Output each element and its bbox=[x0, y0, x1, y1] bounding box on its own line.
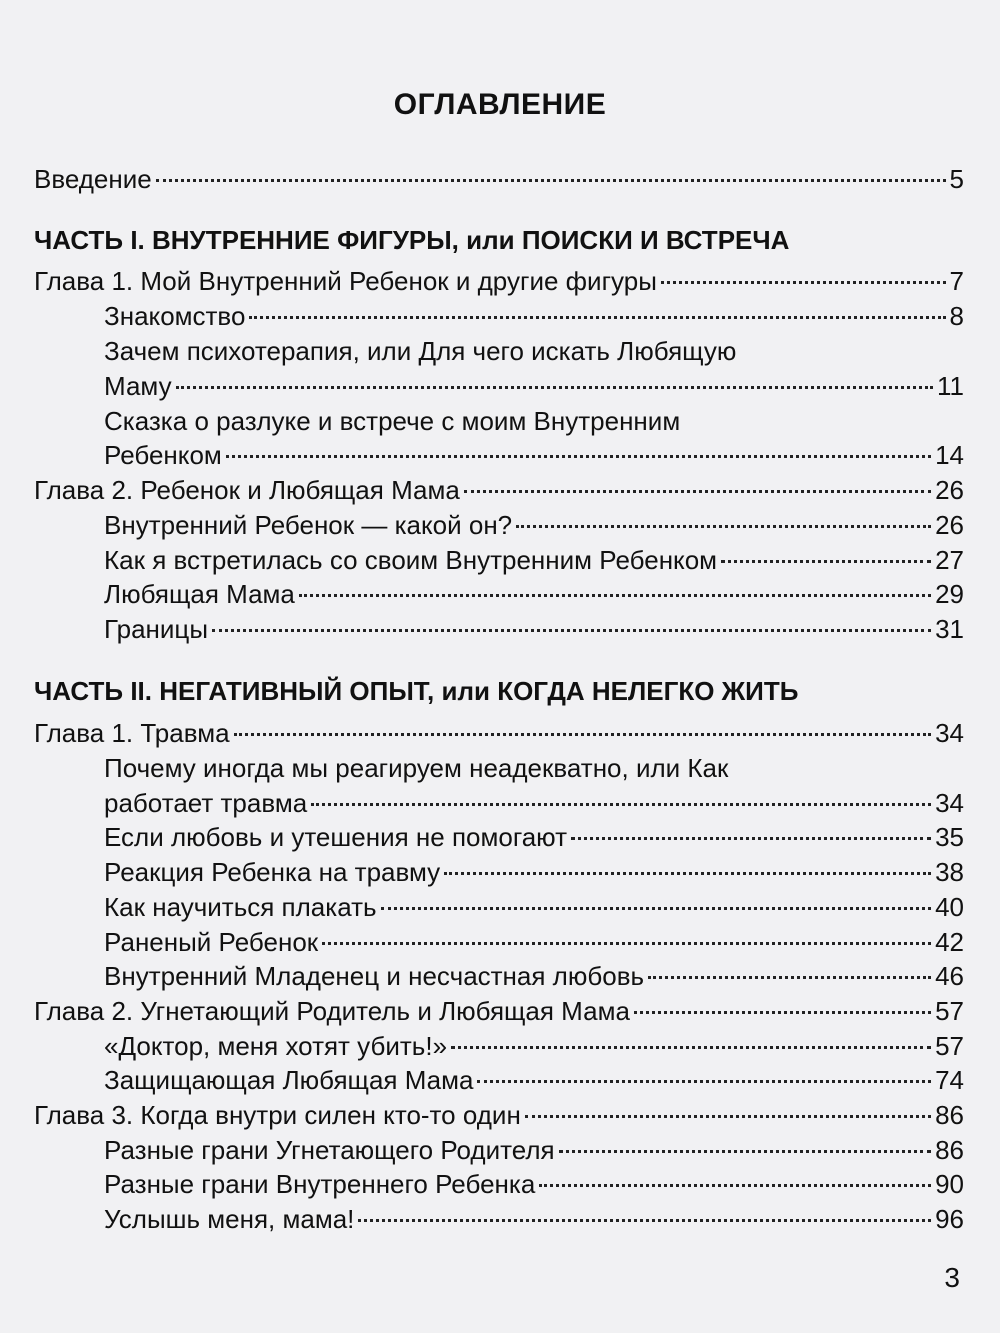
toc-entry-part2-ch1-s1-line1: Почему иногда мы реагируем неадекватно, или Как bbox=[104, 753, 729, 783]
toc-entry-part1-ch2-s3[interactable] bbox=[104, 577, 964, 611]
toc-entry-intro[interactable] bbox=[34, 162, 964, 196]
leader-dots bbox=[212, 629, 931, 632]
entry-label: Глава 2. Ребенок и Любящая Мама bbox=[34, 475, 460, 505]
toc-entry-part2-ch2-s1[interactable] bbox=[104, 1029, 964, 1063]
leader-dots bbox=[516, 525, 931, 528]
entry-label: Знакомство bbox=[104, 301, 246, 331]
entry-page: 86 bbox=[935, 1100, 964, 1130]
part-1-heading: ЧАСТЬ I. ВНУТРЕННИЕ ФИГУРЫ, или ПОИСКИ И ВСТРЕЧА bbox=[34, 225, 790, 255]
entry-label: Как я встретилась со своим Внутренним Ребенком bbox=[104, 545, 718, 575]
leader-dots bbox=[559, 1150, 932, 1153]
entry-page: 57 bbox=[935, 1031, 964, 1061]
entry-label: Внутренний Ребенок — какой он? bbox=[104, 510, 513, 540]
toc-entry-part1-ch1-s2[interactable] bbox=[104, 369, 964, 403]
toc-entry-part2-ch3-s1[interactable] bbox=[104, 1133, 964, 1167]
toc-entry-part2-ch1-s4[interactable] bbox=[104, 890, 964, 924]
toc-entry-part2-ch1-s5[interactable] bbox=[104, 925, 964, 959]
entry-page: 96 bbox=[935, 1204, 964, 1234]
entry-label: Любящая Мама bbox=[104, 579, 295, 609]
toc-entry-part1-ch1-s3-line1: Сказка о разлуке и встрече с моим Внутренним bbox=[104, 406, 681, 436]
entry-page: 31 bbox=[935, 614, 964, 644]
entry-label: Защищающая Любящая Мама bbox=[104, 1065, 474, 1095]
toc-entry-part2-ch3[interactable] bbox=[34, 1098, 964, 1132]
entry-page: 14 bbox=[935, 440, 964, 470]
entry-label: Глава 2. Угнетающий Родитель и Любящая Мама bbox=[34, 996, 630, 1026]
leader-dots bbox=[477, 1080, 931, 1083]
toc-entry-part2-ch2-s2[interactable] bbox=[104, 1063, 964, 1097]
entry-label: Раненый Ребенок bbox=[104, 927, 319, 957]
entry-label: Внутренний Младенец и несчастная любовь bbox=[104, 961, 645, 991]
entry-label: Если любовь и утешения не помогают bbox=[104, 822, 568, 852]
toc-entry-part2-ch1-s2[interactable] bbox=[104, 820, 964, 854]
entry-page: 46 bbox=[935, 961, 964, 991]
leader-dots bbox=[464, 490, 931, 493]
toc-entry-part2-ch2[interactable] bbox=[34, 994, 964, 1028]
entry-page: 42 bbox=[935, 927, 964, 957]
entry-page: 40 bbox=[935, 892, 964, 922]
leader-dots bbox=[444, 872, 931, 875]
entry-label: Разные грани Угнетающего Родителя bbox=[104, 1135, 555, 1165]
entry-page: 35 bbox=[935, 822, 964, 852]
part-2-heading: ЧАСТЬ II. НЕГАТИВНЫЙ ОПЫТ, или КОГДА НЕЛЕГКО ЖИТЬ bbox=[34, 676, 799, 706]
leader-dots bbox=[311, 803, 931, 806]
page-number: 3 bbox=[944, 1262, 960, 1293]
entry-page: 11 bbox=[937, 371, 964, 401]
toc-entry-part2-ch1-s1[interactable] bbox=[104, 786, 964, 820]
entry-page: 27 bbox=[935, 545, 964, 575]
entry-label: Разные грани Внутреннего Ребенка bbox=[104, 1169, 536, 1199]
leader-dots bbox=[322, 942, 931, 945]
entry-page: 26 bbox=[935, 475, 964, 505]
leader-dots bbox=[525, 1115, 931, 1118]
leader-dots bbox=[661, 281, 946, 284]
entry-page: 86 bbox=[935, 1135, 964, 1165]
entry-page: 8 bbox=[949, 301, 964, 331]
entry-page: 26 bbox=[935, 510, 964, 540]
toc-entry-part1-ch1-s2-line1: Зачем психотерапия, или Для чего искать Любящую bbox=[104, 336, 737, 366]
entry-page: 7 bbox=[949, 266, 964, 296]
entry-page: 29 bbox=[935, 579, 964, 609]
entry-label: «Доктор, меня хотят убить!» bbox=[104, 1031, 448, 1061]
leader-dots bbox=[156, 179, 946, 182]
leader-dots bbox=[721, 560, 931, 563]
leader-dots bbox=[249, 316, 945, 319]
entry-page: 5 bbox=[949, 164, 964, 194]
entry-page: 57 bbox=[935, 996, 964, 1026]
entry-page: 74 bbox=[935, 1065, 964, 1095]
leader-dots bbox=[226, 455, 931, 458]
leader-dots bbox=[381, 907, 932, 910]
entry-label: работает травма bbox=[104, 788, 308, 818]
entry-label: Как научиться плакать bbox=[104, 892, 377, 922]
leader-dots bbox=[358, 1219, 931, 1222]
entry-label: Границы bbox=[104, 614, 208, 644]
toc-entry-part1-ch2[interactable] bbox=[34, 473, 964, 507]
toc-entry-part1-ch1-s1[interactable] bbox=[104, 299, 964, 333]
leader-dots bbox=[648, 976, 931, 979]
entry-page: 90 bbox=[935, 1169, 964, 1199]
leader-dots bbox=[451, 1046, 931, 1049]
leader-dots bbox=[234, 733, 932, 736]
toc-entry-part1-ch2-s1[interactable] bbox=[104, 508, 964, 542]
toc-entry-part1-ch1[interactable] bbox=[34, 264, 964, 298]
entry-label: Услышь меня, мама! bbox=[104, 1204, 355, 1234]
entry-label: Введение bbox=[34, 164, 152, 194]
toc-entry-part2-ch3-s3[interactable] bbox=[104, 1202, 964, 1236]
entry-label: Глава 1. Мой Внутренний Ребенок и другие фигуры bbox=[34, 266, 657, 296]
entry-label: Ребенком bbox=[104, 440, 222, 470]
entry-label: Глава 3. Когда внутри силен кто-то один bbox=[34, 1100, 521, 1130]
entry-label: Маму bbox=[104, 371, 172, 401]
toc-entry-part1-ch2-s4[interactable] bbox=[104, 612, 964, 646]
entry-label: Глава 1. Травма bbox=[34, 718, 230, 748]
toc-entry-part2-ch3-s2[interactable] bbox=[104, 1167, 964, 1201]
toc-entry-part1-ch1-s3[interactable] bbox=[104, 438, 964, 472]
entry-page: 38 bbox=[935, 857, 964, 887]
leader-dots bbox=[571, 837, 931, 840]
entry-label: Реакция Ребенка на травму bbox=[104, 857, 441, 887]
toc-entry-part1-ch2-s2[interactable] bbox=[104, 543, 964, 577]
leader-dots bbox=[539, 1184, 931, 1187]
entry-page: 34 bbox=[935, 718, 964, 748]
toc-title: ОГЛАВЛЕНИЕ bbox=[393, 88, 607, 121]
leader-dots bbox=[299, 594, 931, 597]
toc-entry-part2-ch1-s3[interactable] bbox=[104, 855, 964, 889]
toc-entry-part2-ch1[interactable] bbox=[34, 716, 964, 750]
leader-dots bbox=[634, 1011, 931, 1014]
toc-entry-part2-ch1-s6[interactable] bbox=[104, 959, 964, 993]
entry-page: 34 bbox=[935, 788, 964, 818]
leader-dots bbox=[176, 386, 933, 389]
